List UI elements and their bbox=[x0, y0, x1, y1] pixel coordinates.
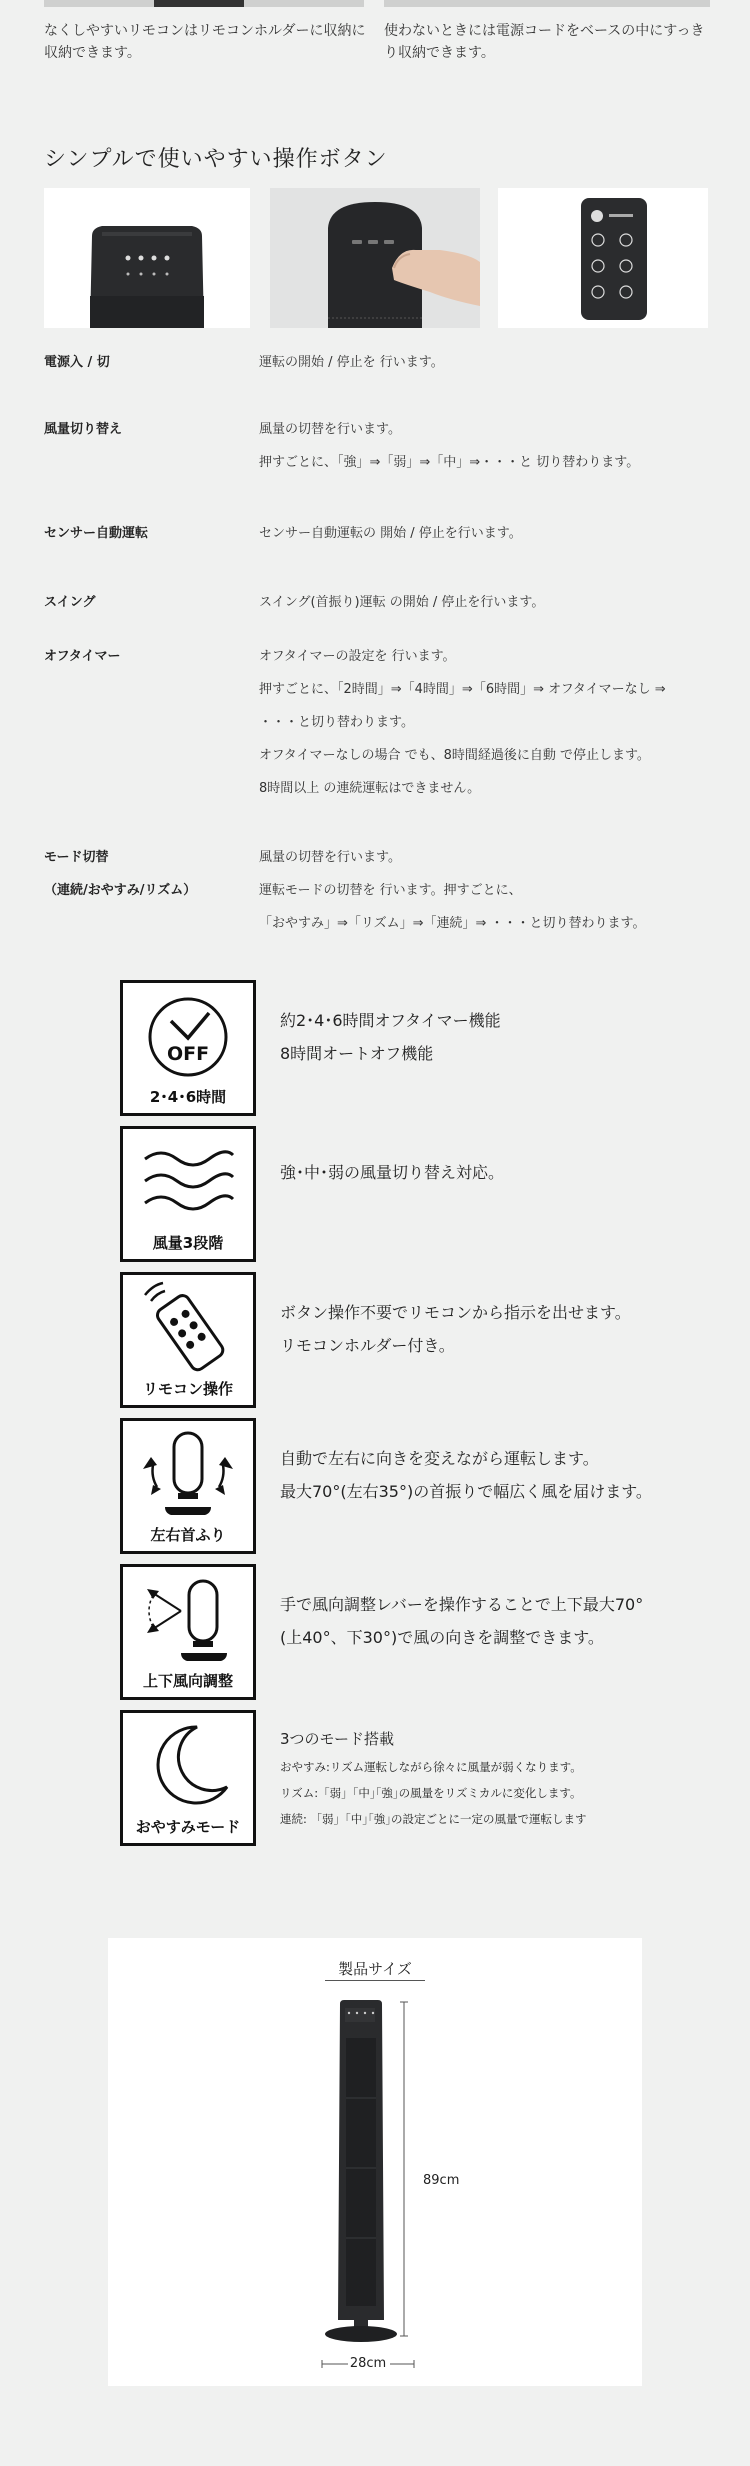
previous-images-strip bbox=[0, 0, 750, 10]
spec-desc: 風量の切替を行います。 押すごとに、「強」⇒「弱」⇒「中」⇒・・・と 切り替わります。 bbox=[259, 422, 640, 470]
feature-caption: 2･4･6時間 bbox=[149, 1088, 227, 1106]
spec-row-fan-speed bbox=[44, 413, 704, 481]
spec-desc: オフタイマーの設定を 行います。 押すごとに、「2時間」⇒「4時間」⇒「6時間」⇒ オフタイマーなし ⇒ ・・・と切り替わります。 オフタイマーなしの場合 でも、8時間経過後に自動 で停止します。 8時間以上 の連続運転はできません。 bbox=[259, 649, 666, 796]
feature-caption: リモコン操作 bbox=[142, 1380, 233, 1398]
spec-label: 電源入 / 切 bbox=[44, 355, 110, 370]
product-size-title: 製品サイズ bbox=[338, 1960, 412, 1978]
cord-storage-photo bbox=[384, 0, 710, 7]
feature-caption: おやすみモード bbox=[135, 1818, 241, 1836]
height-dimension: 89cm bbox=[423, 2173, 460, 2188]
feature-text: 手で風向調整レバーを操作することで上下最大70° (上40°、下30°)で風の向きを調整できます。 bbox=[280, 1595, 644, 1647]
feature-timer bbox=[120, 980, 700, 1116]
spec-desc: 風量の切替を行います。 運転モードの切替を 行います。押すごとに、 「おやすみ」⇒「リズム」⇒「連続」⇒ ・・・と切り替わります。 bbox=[259, 850, 646, 931]
feature-caption: 上下風向調整 bbox=[142, 1672, 233, 1690]
spec-desc: 運転の開始 / 停止を 行います。 bbox=[259, 355, 444, 370]
spec-label: センサー自動運転 bbox=[44, 526, 149, 541]
feature-text: 自動で左右に向きを変えながら運転します。 最大70°(左右35°)の首振りで幅広く風を届けます。 bbox=[280, 1449, 652, 1501]
feature-tilt bbox=[120, 1564, 700, 1700]
spec-row-mode bbox=[44, 841, 704, 941]
feature-remote bbox=[120, 1272, 700, 1408]
spec-label: スイング bbox=[44, 595, 96, 610]
remote-control-icon bbox=[120, 1272, 256, 1408]
swing-horizontal-icon bbox=[120, 1418, 256, 1554]
spec-row-power bbox=[44, 346, 704, 381]
product-size-panel bbox=[108, 1938, 642, 2386]
button-press-photo bbox=[270, 188, 480, 328]
tilt-vertical-icon bbox=[120, 1564, 256, 1700]
feature-text: 約2･4･6時間オフタイマー機能 8時間オートオフ機能 bbox=[280, 1011, 501, 1063]
tower-fan-illustration bbox=[108, 1938, 642, 2386]
remote-holder-photo bbox=[44, 0, 364, 7]
spec-desc: センサー自動運転の 開始 / 停止を行います。 bbox=[259, 526, 522, 541]
sleep-mode-icon bbox=[120, 1710, 256, 1846]
feature-text: 3つのモード搭載 おやすみ:リズム運転しながら徐々に風量が弱くなります。 リズム:「弱」｢中｣｢強｣の風量をリズミカルに変化します。 連続: 「弱」｢中｣｢強｣の設定ごとに一定の風量で運転します bbox=[280, 1730, 587, 1826]
feature-wind-speed bbox=[120, 1126, 700, 1262]
spec-desc: スイング(首振り)運転 の開始 / 停止を行います。 bbox=[259, 595, 545, 610]
spec-row-sensor bbox=[44, 517, 704, 552]
remote-photo bbox=[498, 188, 708, 328]
wind-speed-icon bbox=[120, 1126, 256, 1262]
spec-label: モード切替 （連続/おやすみ/リズム） bbox=[44, 850, 197, 898]
feature-swing bbox=[120, 1418, 700, 1554]
feature-text: ボタン操作不要でリモコンから指示を出せます。 リモコンホルダー付き。 bbox=[280, 1303, 631, 1355]
feature-text: 強･中･弱の風量切り替え対応。 bbox=[280, 1163, 505, 1182]
section-title: シンプルで使いやすい操作ボタン bbox=[44, 147, 388, 172]
feature-sleep bbox=[120, 1710, 700, 1846]
off-icon-text: OFF bbox=[166, 1043, 210, 1065]
feature-caption: 左右首ふり bbox=[150, 1526, 226, 1544]
remote-holder-caption: なくしやすいリモコンはリモコンホルダーに収納に収納できます。 bbox=[44, 23, 366, 61]
cord-storage-caption: 使わないときには電源コードをベースの中にすっきり収納できます。 bbox=[384, 23, 705, 61]
spec-row-off-timer bbox=[44, 640, 704, 808]
width-dimension: 28cm bbox=[349, 2356, 387, 2371]
timer-off-icon bbox=[120, 980, 256, 1116]
spec-row-swing bbox=[44, 586, 704, 621]
spec-label: 風量切り替え bbox=[44, 422, 123, 437]
control-panel-photo bbox=[44, 188, 250, 328]
spec-label: オフタイマー bbox=[44, 649, 121, 664]
feature-caption: 風量3段階 bbox=[152, 1234, 224, 1252]
